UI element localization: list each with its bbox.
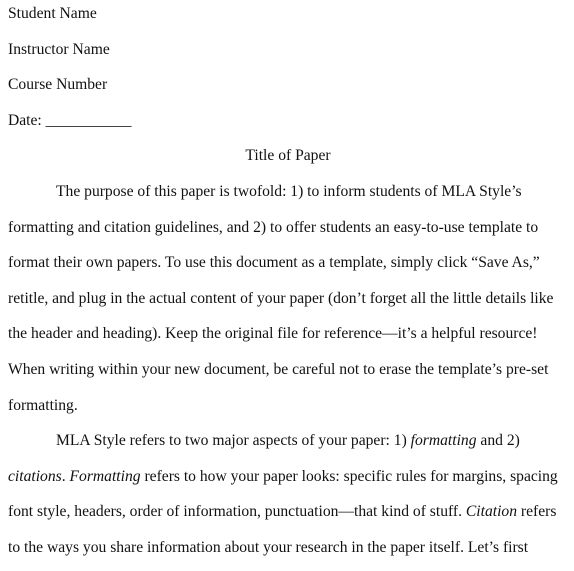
paragraph-2-line (8, 427, 574, 463)
text-span: . (61, 467, 70, 485)
student-name: Student Name (8, 5, 97, 22)
italic-term-citation: Citation (465, 503, 518, 521)
text-span: and 2) (476, 432, 520, 450)
paragraph-2-line (8, 463, 574, 499)
paragraph-2-line (8, 498, 574, 534)
paragraph-2 (8, 427, 574, 569)
paragraph-1-line: The purpose of this paper is twofold: 1) to inform students of MLA Style’s (56, 182, 522, 200)
date-line: Date: ___________ (8, 111, 132, 129)
text-span: font style, headers, order of information, punctuation—that kind of stuff. (8, 503, 466, 521)
instructor-name: Instructor Name (8, 40, 110, 58)
paragraph-1-line: When writing within your new document, be careful not to erase the template’s pre-set (8, 360, 549, 378)
paragraph-1-line: format their own papers. To use this document as a template, simply click “Save As,” (8, 254, 540, 272)
paragraph-2-line: to the ways you share information about your research in the paper itself. Let’s first (8, 538, 529, 556)
italic-term-citations: citations (8, 467, 62, 485)
course-number: Course Number (8, 76, 108, 94)
italic-term-formatting: Formatting (69, 467, 141, 485)
italic-term-formatting: formatting (410, 432, 477, 450)
text-span: MLA Style refers to two major aspects of your paper: 1) (56, 432, 411, 450)
paper-title: Title of Paper (245, 147, 331, 165)
paragraph-1-line: retitle, and plug in the actual content of your paper (don’t forget all the little details like (8, 289, 554, 307)
paragraph-1-line: formatting. (8, 396, 78, 414)
text-span: refers to how your paper looks: specific rules for margins, spacing (140, 467, 558, 485)
text-span: refers (517, 503, 557, 521)
document-page (8, 0, 574, 570)
paragraph-1 (8, 178, 574, 427)
paragraph-1-line: the header and heading). Keep the original file for reference—it’s a helpful resource! (8, 325, 538, 343)
paragraph-1-line: formatting and citation guidelines, and 2) to offer students an easy-to-use template to (8, 218, 539, 236)
